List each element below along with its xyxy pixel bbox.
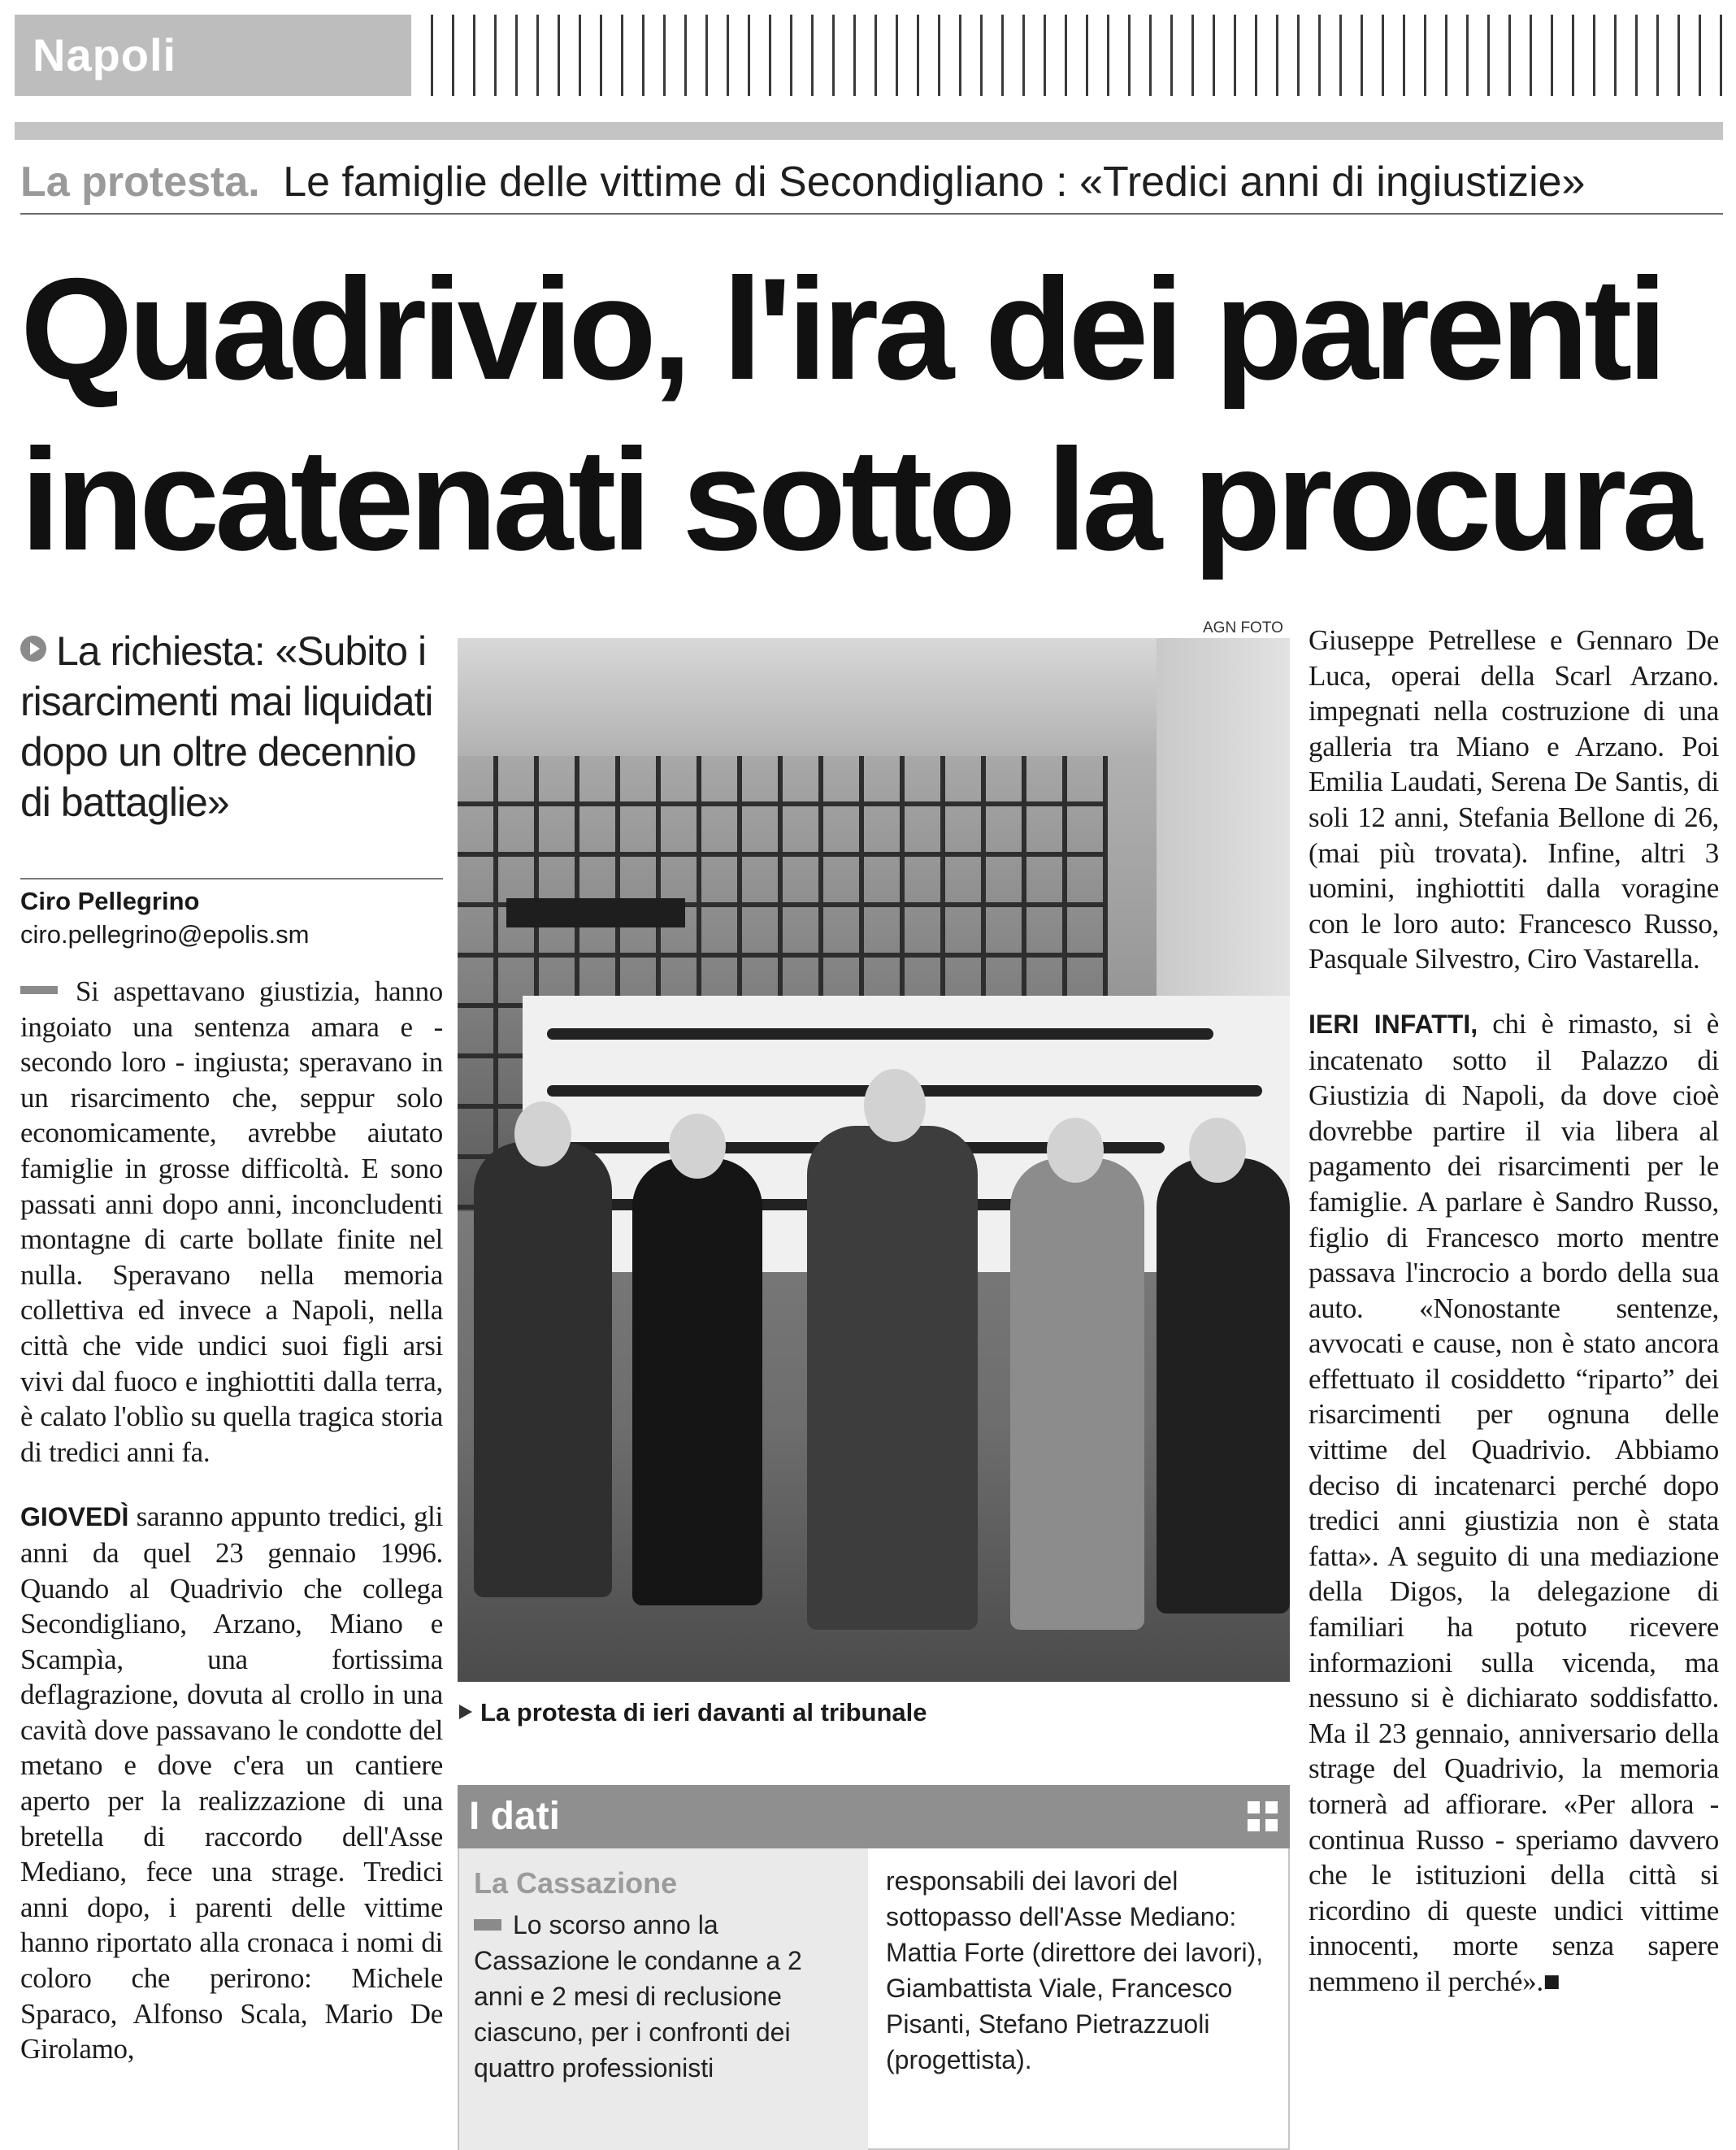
photo-caption-text: La protesta di ieri davanti al tribunale (480, 1698, 927, 1727)
paragraph-2-text: saranno appunto tredici, gli anni da quel 23 gennaio 1996. Quando al Quadrivio che collega Secondigliano, Arzano, Miano e Scampìa, una fortissima deflagrazione, dovuta al crollo in una cavità dove passavano le condotte del metano e dove c'era un cantiere aperto per la realizzazione di una bretella di raccordo dell'Asse Mediano, fece una strage. Tredici anni dopo, i parenti delle vittime hanno riportato alla cronaca i nomi di coloro che perirono: Michele Sparaco, Alfonso Scala, Mario De Girolamo, (20, 1501, 443, 2065)
info-box-text-1 (474, 1907, 856, 2086)
info-box-subtitle: La Cassazione (474, 1866, 678, 1900)
author-email: ciro.pellegrino@epolis.sm (20, 920, 310, 949)
photo-person (807, 1126, 978, 1630)
photo-person (1010, 1158, 1144, 1630)
header-bar-pattern (431, 15, 1723, 96)
byline (20, 884, 443, 951)
photo-person (474, 1142, 612, 1597)
byline-divider (20, 878, 443, 880)
photo-person-head (1047, 1118, 1104, 1183)
article-paragraph (20, 974, 443, 1470)
photo-person-head (514, 1101, 571, 1166)
photo-person-head (1189, 1118, 1246, 1183)
article-column-right (1309, 623, 1719, 2029)
headline-line-2: incatenati sotto la procura (20, 419, 1698, 580)
info-box-text-1-content: Lo scorso anno la Cassazione le condanne a 2 anni e 2 mesi di reclusione ciascuno, per i confronti dei quattro professionisti (474, 1910, 802, 2083)
photo-building-sign (506, 898, 685, 927)
info-box-text-2: responsabili dei lavori del sottopasso dell'Asse Mediano: Mattia Forte (direttore dei lavori), Giambattista Viale, Francesco Pisanti, Stefano Pietrazzuoli (progettista). (886, 1866, 1264, 2074)
paragraph-4-text: chi è rimasto, si è incatenato sotto il Palazzo di Giustizia di Napoli, da dove cioè dovrebbe partire il via libera al pagamento dei risarcimenti per le famiglie. A parlare è Sandro Russo, figlio di Francesco morto mentre passava l'incrocio a bordo della sua auto. «Nonostante sentenze, avvocati e cause, non è stato ancora effettuato il cosiddetto “riparto” dei risarcimenti per ognuna delle vittime del Quadrivio. Abbiamo deciso di incatenarci perché dopo tredici anni giustizia non è stata fatta». A seguito di una mediazione della Digos, la delegazione di familiari ha potuto ricevere informazioni sulla vicenda, ma nessuno si è dichiarato soddisfatto. Ma il 23 gennaio, anniversario della strage del Quadrivio, la memoria tornerà ad affiorare. «Per allora - continua Russo - speriamo davvero che le istituzioni della città si ricordino di queste undici vittime innocenti, morte senza sapere nemmeno il perché». (1309, 1007, 1719, 1997)
kicker-tag: La protesta. (20, 159, 260, 206)
photo-person (1157, 1158, 1290, 1614)
article-paragraph (1309, 623, 1719, 977)
article-paragraph (20, 1499, 443, 2067)
deck (20, 626, 443, 827)
play-bullet-icon (20, 636, 46, 662)
kicker-text: Le famiglie delle vittime di Secondigliano : «Tredici anni di ingiustizie» (283, 159, 1586, 206)
photo-person-head (669, 1114, 726, 1179)
info-box-header (458, 1785, 1290, 1848)
info-box-title: I dati (469, 1795, 561, 1838)
photo-caption (459, 1696, 1288, 1730)
photo-credit: AGN FOTO (1203, 619, 1283, 636)
article-column-left (20, 974, 443, 2096)
info-box-left-panel (459, 1848, 868, 2150)
info-box-body (458, 1848, 1290, 2150)
author-name: Ciro Pellegrino (20, 887, 200, 915)
article-paragraph (1309, 1006, 1719, 2000)
paragraph-marker-icon (474, 1919, 501, 1931)
protest-photo (458, 638, 1290, 1682)
end-mark: ■ (1543, 1965, 1560, 1997)
kicker-line (20, 150, 1723, 215)
info-box (458, 1785, 1290, 2150)
paragraph-4-lead: IERI INFATTI, (1309, 1009, 1478, 1039)
paragraph-1-text: Si aspettavano giustizia, hanno ingoiato una sentenza amara e - secondo loro - ingiusta; speravano in un risarcimento che, seppur solo economicamente, avrebbe aiutato famiglie in grosse difficoltà. E sono passati anni dopo anni, inconcludenti montagne di carte bollate finite nel nulla. Speravano nella memoria collettiva ed invece a Napoli, nella città che vide undici suoi figli arsi vivi dal fuoco e inghiottiti dalla terra, è calato l'oblìo su quella tragica storia di tredici anni fa. (20, 975, 443, 1468)
photo-person (632, 1158, 762, 1605)
photo-person-head (864, 1069, 926, 1142)
grid-icon (1248, 1801, 1278, 1832)
paragraph-marker-icon (20, 986, 58, 994)
header-divider (15, 122, 1723, 140)
deck-text: La richiesta: «Subito i risarcimenti mai liquidati dopo un oltre decennio di battaglie» (20, 628, 433, 825)
paragraph-2-lead: GIOVEDÌ (20, 1502, 129, 1532)
section-label (15, 15, 411, 96)
headline-line-1: Quadrivio, l'ira dei parenti (20, 248, 1663, 410)
paragraph-3-text: Giuseppe Petrellese e Gennaro De Luca, operai della Scarl Arzano. impegnati nella costruzione di una galleria tra Miano e Arzano. Poi Emilia Laudati, Serena De Santis, di soli 12 anni, Stefania Bellone di 26, (mai più trovata). Infine, altri 3 uomini, inghiottiti dalla voragine con le loro auto: Francesco Russo, Pasquale Silvestro, Ciro Vastarella. (1309, 624, 1719, 975)
caption-arrow-icon (459, 1705, 472, 1719)
section-name: Napoli (33, 29, 177, 80)
headline (20, 244, 1727, 585)
